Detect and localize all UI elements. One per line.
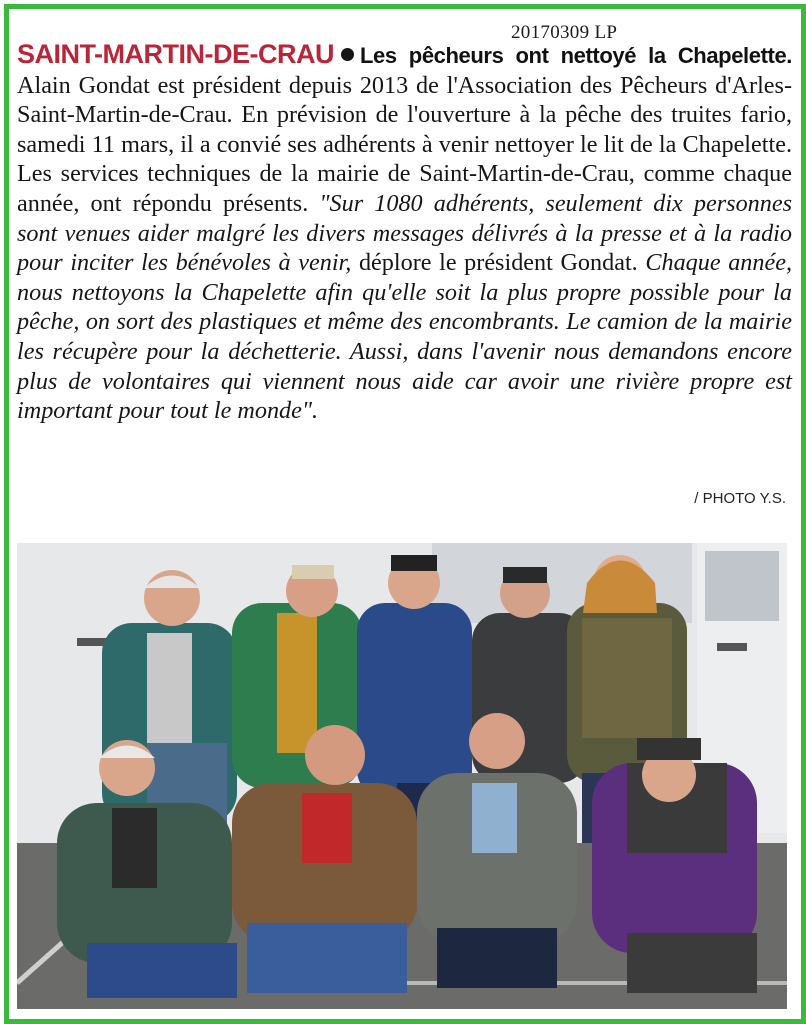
attribution: déplore le président Gondat.	[358, 249, 638, 277]
bullet-icon	[341, 48, 354, 61]
article-text	[17, 40, 792, 426]
quote-2: Chaque année, nous nettoyons la Chapelette afin qu'elle soit la plus propre possible pour la pêche, on sort des plastiques et même des encombrants. Le camion de la mairie les récupère pour la déchetterie. Aussi, dans l'avenir nous demandons encore plus de volontaires qui viennent nous aide car avoir une rivière propre est important pour tout le monde".	[17, 249, 793, 425]
headline-city: SAINT-MARTIN-DE-CRAU	[17, 39, 334, 69]
group-photo	[17, 543, 787, 1009]
date-stamp: 20170309 LP	[511, 22, 618, 43]
headline: Les pêcheurs ont nettoyé la Chapelette.	[359, 43, 792, 68]
photo-credit: / PHOTO Y.S.	[694, 490, 786, 507]
article-body: Alain Gondat est président depuis 2013 de l'Association des Pêcheurs d'Arles-Saint-Martin-de-Crau. En prévision de l'ouverture à la pêche des truites fario, samedi 11 mars, il a convié ses adhérents à venir nettoyer le lit de la Chapelette. Les services techniques de la mairie de Saint-Martin-de-Crau, comme chaque année, ont répondu présents.	[17, 71, 792, 217]
quote-1: "Sur 1080 adhérents, seulement dix personnes sont venues aider malgré les divers messages délivrés à la presse et à la radio pour inciter les bénévoles à venir,	[17, 189, 792, 277]
